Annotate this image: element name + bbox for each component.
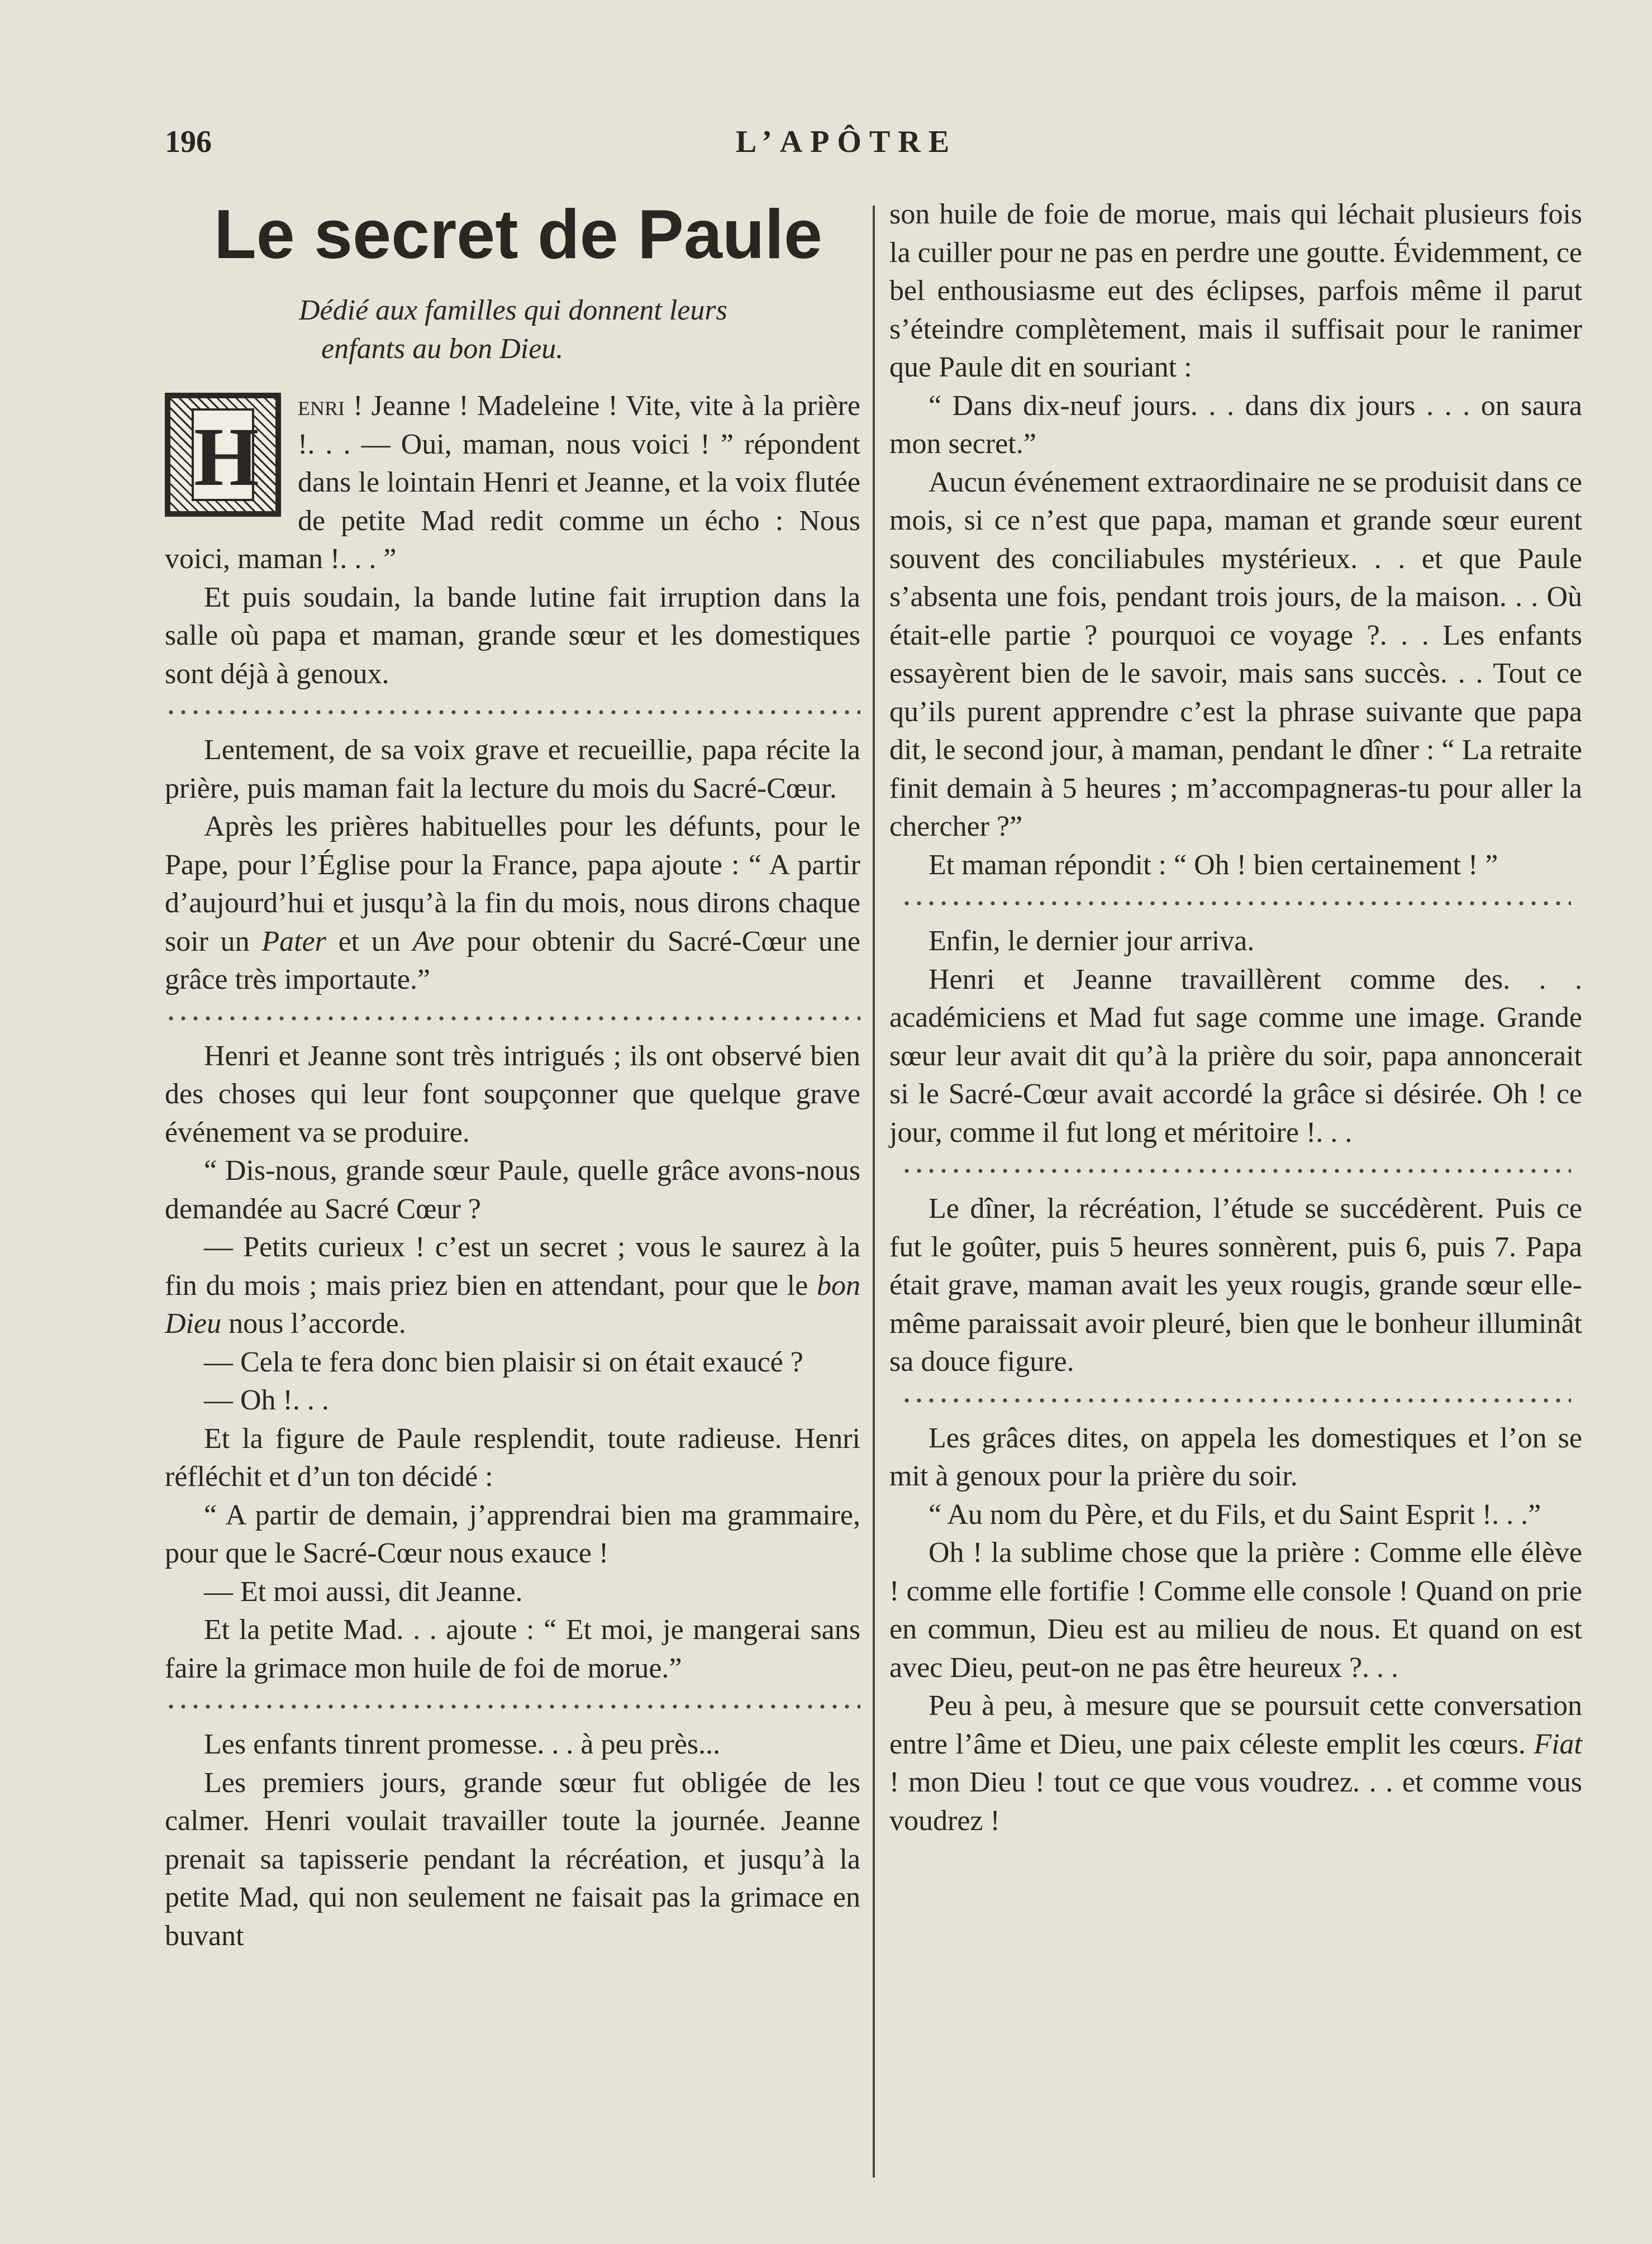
dotted-separator <box>901 1164 1571 1178</box>
text-run: et un <box>326 925 413 957</box>
journal-title: L’APÔTRE <box>735 125 958 159</box>
paragraph: Et la petite Mad. . . ajoute : “ Et moi, je mangerai sans faire la grimace mon huile de foi de morue.” <box>165 1614 860 1684</box>
dotted-separator <box>901 897 1571 910</box>
italic-text: Ave <box>412 925 455 957</box>
dedication-line-1: Dédié aux familles qui donnent leurs <box>299 294 727 326</box>
right-column <box>889 196 1582 1840</box>
paragraph: Les grâces dites, on appela les domestiques et l’on se mit à genoux pour la prière du soir. <box>889 1422 1582 1492</box>
italic-text: Fiat <box>1534 1728 1582 1760</box>
dedication <box>299 292 860 368</box>
paragraph: Le dîner, la récréation, l’étude se succédèrent. Puis ce fut le goûter, puis 5 heures sonnèrent, puis 6, puis 7. Papa était grave, maman avait les yeux rougis, grande sœur elle-même paraissait avoir pleuré, bien que le bonheur illuminât sa douce figure. <box>889 1193 1582 1378</box>
dedication-line-2: enfants au bon Dieu. <box>321 332 564 365</box>
paragraph: — Et moi aussi, dit Jeanne. <box>204 1575 523 1608</box>
italic-text: bon Dieu <box>165 1269 860 1340</box>
dotted-separator <box>165 706 860 719</box>
dotted-separator <box>165 1700 860 1713</box>
paragraph: Oh ! la sublime chose que la prière : Comme elle élève ! comme elle fortifie ! Comme elle console ! Quand on prie en commun, Dieu est au milieu de nous. Et quand on est avec Dieu, peut-on ne pas être heureux ?. . . <box>889 1537 1582 1684</box>
paragraph: Henri et Jeanne sont très intrigués ; ils ont observé bien des choses qui leur font soupçonner que quelque grave événement va se produire. <box>165 1040 860 1149</box>
paragraph: Les premiers jours, grande sœur fut obligée de les calmer. Henri voulait travailler toute la journée. Jeanne prenait sa tapisserie pendant la récréation, et jusqu’à la petite Mad, qui non seulement ne faisait pas la grimace en buvant <box>165 1766 860 1952</box>
paragraph: “ Dans dix-neuf jours. . . dans dix jours . . . on saura mon secret.” <box>889 389 1582 460</box>
italic-text: Pater <box>261 925 326 957</box>
article-title: Le secret de Paule <box>214 196 822 273</box>
opening-paragraph <box>165 387 860 579</box>
text-run: Peu à peu, à mesure que se poursuit cette conversation entre l’âme et Dieu, une paix céleste emplit les cœurs. <box>889 1690 1582 1760</box>
dotted-separator <box>165 1012 860 1025</box>
paragraph: Et la figure de Paule resplendit, toute radieuse. Henri réfléchit et d’un ton décidé : <box>165 1422 860 1493</box>
paragraph: Les enfants tinrent promesse. . . à peu près... <box>204 1728 721 1760</box>
paragraph: — Cela te fera donc bien plaisir si on était exaucé ? <box>204 1346 803 1378</box>
text-run: Après les prières habituelles pour les défunts, pour le Pape, pour l’Église pour la France, papa ajoute : “ A partir d’aujourd’hui et jusqu’à la fin du mois, nous dirons chaque soir un <box>165 811 860 957</box>
opening-smallcaps: enri <box>298 390 345 422</box>
ornamental-drop-cap <box>165 393 281 517</box>
text-run: — Petits curieux ! c’est un secret ; vous le saurez à la fin du mois ; mais priez bien en attendant, pour que le <box>165 1231 860 1302</box>
paragraph: Lentement, de sa voix grave et recueillie, papa récite la prière, puis maman fait la lecture du mois du Sacré-Cœur. <box>165 734 860 804</box>
drop-cap-letter: H <box>192 408 254 501</box>
page-header <box>165 124 1528 164</box>
paragraph: “ Au nom du Père, et du Fils, et du Saint Esprit !. . .” <box>929 1498 1541 1531</box>
paragraph: Et maman répondit : “ Oh ! bien certainement ! ” <box>929 849 1498 881</box>
opening-text: ! Jeanne ! Madeleine ! Vite, vite à la prière !. . . — Oui, maman, nous voici ! ” répondent dans le lointain Henri et Jeanne, et la voix flutée de petite Mad redit comme un écho : Nous voici, maman !. . . ” <box>165 390 860 575</box>
paragraph: “ A partir de demain, j’apprendrai bien ma grammaire, pour que le Sacré-Cœur nous exauce ! <box>165 1499 860 1569</box>
column-divider <box>873 206 875 2178</box>
paragraph: Aucun événement extraordinaire ne se produisit dans ce mois, si ce n’est que papa, maman et grande sœur eurent souvent des conciliabules mystérieux. . . et que Paule s’absenta une fois, pendant trois jours, de la maison. . . Où était-elle partie ? pourquoi ce voyage ?. . . Les enfants essayèrent bien de le savoir, mais sans succès. . . Tout ce qu’ils purent apprendre c’est la phrase suivante que papa dit, le second jour, à maman, pendant le dîner : “ La retraite finit demain à 5 heures ; m’accompagneras-tu pour aller la chercher ?” <box>889 466 1582 842</box>
paragraph: Enfin, le dernier jour arriva. <box>929 925 1255 957</box>
paragraph: “ Dis-nous, grande sœur Paule, quelle grâce avons-nous demandée au Sacré Cœur ? <box>165 1155 860 1225</box>
paragraph <box>165 808 860 999</box>
paragraph: Henri et Jeanne travaillèrent comme des. . . académiciens et Mad fut sage comme une image. Grande sœur leur avait dit qu’à la prière du soir, papa annoncerait si le Sacré-Cœur avait accordé la grâce si désirée. Oh ! ce jour, comme il fut long et méritoire !. . . <box>889 963 1582 1149</box>
paragraph <box>165 1228 860 1343</box>
paragraph: son huile de foie de morue, mais qui léchait plusieurs fois la cuiller pour ne pas en perdre une goutte. Évidemment, ce bel enthousiasme eut des éclipses, parfois même il parut s’éteindre complètement, mais il suffisait pour le ranimer que Paule dit en souriant : <box>889 198 1582 383</box>
text-run: nous l’accorde. <box>221 1308 406 1340</box>
paragraph: — Oh !. . . <box>204 1384 329 1416</box>
dotted-separator <box>901 1394 1571 1407</box>
page-number: 196 <box>165 125 212 159</box>
text-run: ! mon Dieu ! tout ce que vous voudrez. . . et comme vous voudrez ! <box>889 1766 1582 1837</box>
text-run: pour obtenir du Sacré-Cœur une grâce très importaute.” <box>165 925 860 995</box>
paragraph <box>889 1687 1582 1840</box>
paragraph: Et puis soudain, la bande lutine fait irruption dans la salle où papa et maman, grande sœur et les domestiques sont déjà à genoux. <box>165 581 860 690</box>
left-column <box>165 196 860 1955</box>
